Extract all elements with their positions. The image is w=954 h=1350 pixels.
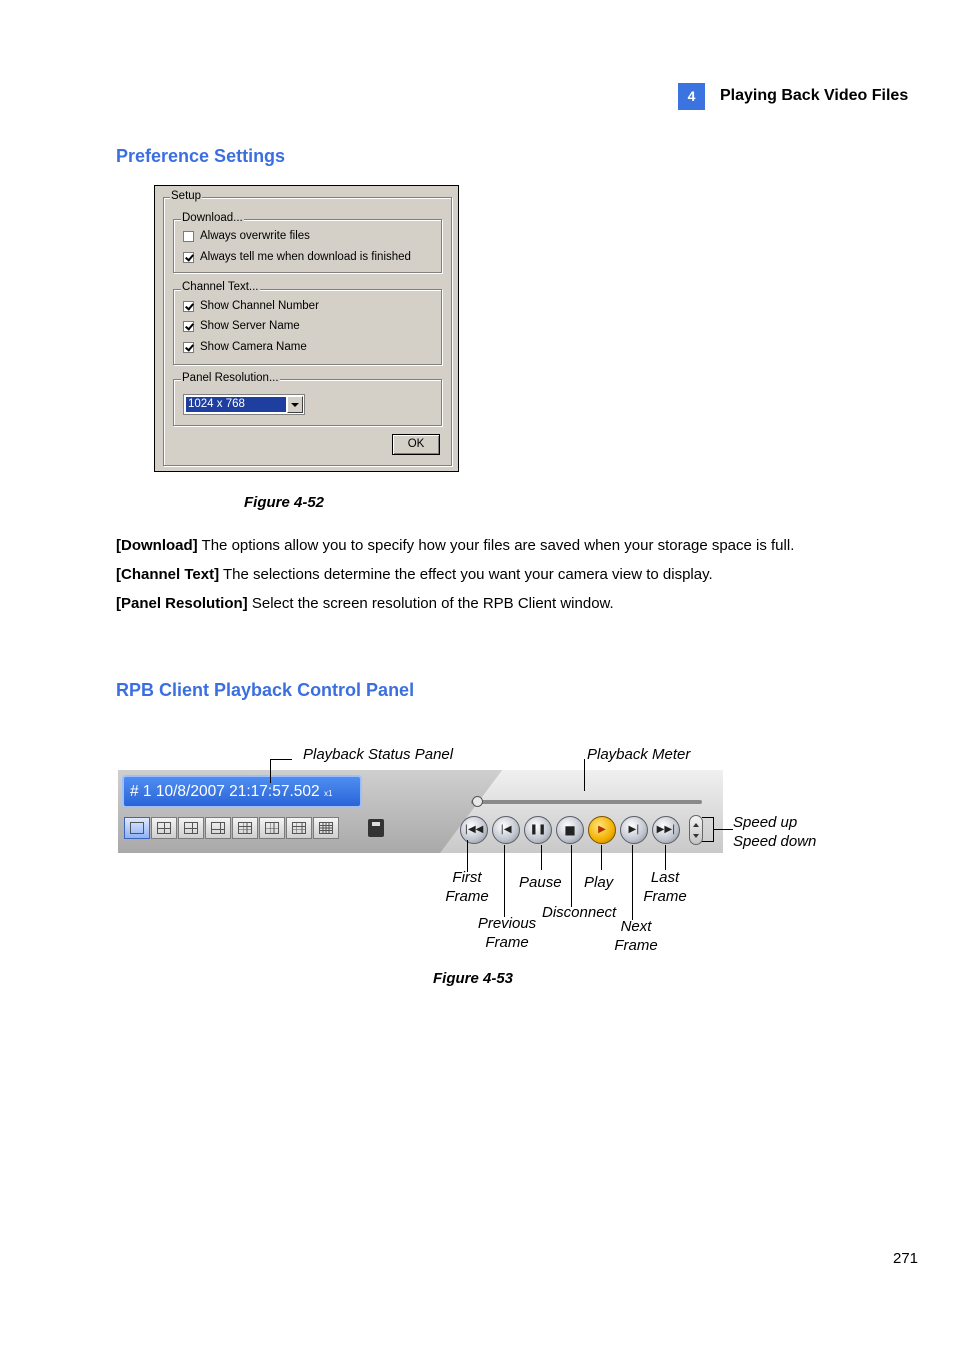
description-text: Select the screen resolution of the RPB Client window.	[247, 595, 614, 612]
callout-playback-status-panel: Playback Status Panel	[303, 746, 454, 763]
checkbox-show-camera-name[interactable]	[183, 341, 307, 353]
callout-bracket-speed-bottom	[702, 841, 714, 842]
callout-speed-up: Speed up	[733, 814, 798, 831]
callout-first-frame-line2: Frame	[445, 888, 489, 905]
callout-bracket-speed-top	[702, 817, 714, 818]
figure-caption-4-52: Figure 4-52	[244, 494, 325, 511]
page-number: 271	[893, 1250, 919, 1267]
callout-line-speed	[713, 829, 733, 830]
layout-13-icon	[292, 822, 306, 834]
layout-6-icon	[184, 822, 198, 834]
callout-play: Play	[584, 874, 614, 891]
section-title-playback-control-panel: RPB Client Playback Control Panel	[116, 680, 415, 700]
channel-text-group-legend: Channel Text...	[182, 281, 259, 293]
checkbox-label: Show Channel Number	[200, 300, 319, 312]
layout-13-button[interactable]	[286, 817, 312, 839]
step-forward-icon: ▶|	[628, 824, 640, 835]
layout-10-button[interactable]	[259, 817, 285, 839]
layout-10-icon	[265, 822, 279, 834]
section-title-preference-settings: Preference Settings	[116, 146, 286, 166]
layout-1-icon	[130, 822, 144, 834]
callout-first-frame	[437, 868, 497, 906]
checkbox-box[interactable]	[183, 231, 194, 242]
checkbox-label: Always overwrite files	[200, 230, 310, 242]
description-text: The options allow you to specify how your files are saved when your storage space is full.	[197, 537, 795, 554]
callout-last-frame-line2: Frame	[643, 888, 687, 905]
download-group-frame	[173, 219, 442, 273]
callout-next-frame-line2: Frame	[614, 937, 658, 954]
callout-line-previous-frame	[504, 845, 505, 917]
play-button[interactable]	[588, 816, 616, 844]
chapter-number-badge: 4	[678, 83, 705, 110]
callout-speed-down: Speed down	[733, 833, 817, 850]
chevron-down-icon[interactable]	[287, 396, 303, 413]
disconnect-button[interactable]	[556, 816, 584, 844]
description-panel-resolution	[116, 595, 614, 612]
checkbox-always-tell-me[interactable]	[183, 251, 411, 263]
step-back-icon: |◀	[500, 824, 512, 835]
checkbox-box[interactable]	[183, 301, 194, 312]
layout-8-icon	[211, 822, 225, 834]
layout-1-button[interactable]	[124, 817, 150, 839]
checkbox-show-server-name[interactable]	[183, 320, 300, 332]
callout-previous-frame-line2: Frame	[485, 934, 529, 951]
previous-frame-button[interactable]	[492, 816, 520, 844]
checkbox-always-overwrite-files[interactable]	[183, 230, 310, 242]
layout-16-icon	[319, 822, 333, 834]
skip-to-start-icon: |◀◀	[464, 824, 484, 835]
callout-last-frame	[635, 868, 695, 906]
layout-4-icon	[157, 822, 171, 834]
description-text: The selections determine the effect you want your camera view to display.	[219, 566, 713, 583]
description-term: [Channel Text]	[116, 566, 220, 583]
book-icon[interactable]	[368, 819, 384, 837]
layout-8-button[interactable]	[205, 817, 231, 839]
play-icon: ▶	[598, 824, 606, 835]
callout-line-play	[601, 845, 602, 870]
callout-next-frame-line1: Next	[620, 918, 652, 935]
panel-resolution-select[interactable]	[183, 394, 305, 415]
chapter-title: Playing Back Video Files	[720, 87, 909, 104]
callout-disconnect: Disconnect	[542, 904, 617, 921]
status-text: # 1 10/8/2007 21:17:57.502	[130, 783, 320, 800]
stop-icon: ■	[564, 823, 576, 837]
callout-next-frame	[606, 917, 666, 955]
figure-caption-4-53: Figure 4-53	[433, 970, 514, 987]
next-frame-button[interactable]	[620, 816, 648, 844]
first-frame-button[interactable]	[460, 816, 488, 844]
callout-last-frame-line1: Last	[650, 869, 680, 886]
callout-line-pause	[541, 845, 542, 870]
checkbox-label: Show Server Name	[200, 320, 300, 332]
checkbox-box[interactable]	[183, 321, 194, 332]
setup-group-legend: Setup	[171, 190, 202, 202]
playback-meter-track[interactable]	[471, 800, 702, 804]
status-speed: x1	[323, 789, 333, 798]
layout-9-button[interactable]	[232, 817, 258, 839]
callout-line-last-frame	[665, 845, 666, 870]
checkbox-label: Always tell me when download is finished	[200, 251, 411, 263]
speed-stepper[interactable]	[689, 815, 703, 845]
ok-button[interactable]: OK	[392, 434, 440, 455]
layout-4-button[interactable]	[151, 817, 177, 839]
callout-pause: Pause	[519, 874, 562, 891]
checkbox-box[interactable]	[183, 342, 194, 353]
description-term: [Panel Resolution]	[116, 595, 248, 612]
callout-line-meter	[584, 759, 585, 791]
callout-line-disconnect	[571, 845, 572, 907]
pause-button[interactable]	[524, 816, 552, 844]
checkbox-box[interactable]	[183, 252, 194, 263]
panel-resolution-value: 1024 x 768	[186, 397, 286, 412]
description-download	[116, 537, 794, 554]
checkbox-show-channel-number[interactable]	[183, 300, 319, 312]
callout-line-status-panel	[270, 759, 271, 783]
last-frame-button[interactable]	[652, 816, 680, 844]
callout-playback-meter: Playback Meter	[587, 746, 691, 763]
callout-previous-frame-line1: Previous	[477, 915, 537, 932]
callout-first-frame-line1: First	[452, 869, 482, 886]
callout-line-status-panel-h	[270, 759, 292, 760]
speed-down-arrow-icon[interactable]	[693, 834, 699, 838]
description-term: [Download]	[116, 537, 198, 554]
skip-to-end-icon: ▶▶|	[656, 824, 676, 835]
layout-9-icon	[238, 822, 252, 834]
download-group-legend: Download...	[182, 212, 243, 224]
playback-status-display	[122, 775, 362, 808]
speed-up-arrow-icon[interactable]	[693, 823, 699, 827]
playback-meter-handle[interactable]	[472, 796, 483, 807]
pause-icon: ❚❚	[529, 824, 547, 835]
callout-line-next-frame	[632, 845, 633, 920]
panel-resolution-group-legend: Panel Resolution...	[182, 372, 279, 384]
layout-16-button[interactable]	[313, 817, 339, 839]
callout-previous-frame	[471, 914, 543, 952]
playback-control-panel	[118, 770, 723, 853]
description-channel-text	[116, 566, 713, 583]
layout-6-button[interactable]	[178, 817, 204, 839]
checkbox-label: Show Camera Name	[200, 341, 307, 353]
